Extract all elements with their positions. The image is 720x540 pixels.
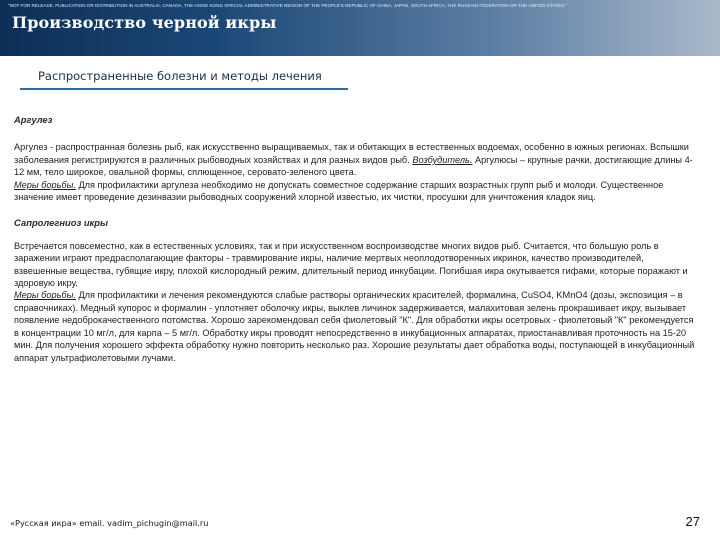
legal-disclaimer: "NOT FOR RELEASE, PUBLICATION OR DISTRIBUTION IN AUSTRALIA, CANADA, THE HONG KONG SPECIAL ADMINISTRATIVE REGION OF THE PEOPLE'S REPUBLIC OF CHINA, JAPAN, SOUTH AFRICA, THE RUSSIAN FEDERATION OR THE UNITED STATES." <box>8 3 567 8</box>
header-banner <box>0 0 720 56</box>
saprolegnioz-control-text: Для профилактики и лечения рекомендуются слабые растворы органических красителей, формалина, CuSO4, KMnO4 (дозы, экспозиция – в справочниках). Медный купорос и формалин - уплотняет оболочку икры, выклев личинок задерживается, малахитовая зелень прокрашивает икру, вызывает появление недоброкачественного потомства. Хорошо зарекомендовал себя фиолетовый "К". Для обработки икры осетровых - фиолетовый "К" рекомендуется в концентрации 10 мг/л, для карпа – 5 мг/л. Обработку икры проводят непосредственно в инкубационных аппаратах, приостанавливая проточность на 15-20 мин. Для получения хорошего эффекта обработку нужно повторить несколько раз. Хорошие результаты дает обработка воды, поступающей в инкубационный аппарат ультрафиолетовыми лучами. <box>14 290 695 363</box>
page-number: 27 <box>685 514 700 529</box>
page-title: Производство черной икры <box>12 13 277 32</box>
paragraph-argulez <box>14 141 696 203</box>
saprolegnioz-intro: Встречается повсеместно, как в естественных условиях, так и при искусственном воспроизводстве многих видов рыб. Считается, что большую роль в заражении играют предрасполагающие факторы - травмирование икры, наличие мертвых неоплодотворенных икринок, качество производителей, взвешенные вещества, губящие икру, плохой кислородный режим, длительный период инкубации. Погибшая икра окутывается гифами, которые поражают и здоровую икру. <box>14 240 688 289</box>
slide-body <box>14 114 696 364</box>
argulez-agent-text: Аргулюсы – крупные рачки, достигающие длины 4-12 мм, тело широкое, овальной формы, сплющенное, серовато-зеленого цвета. <box>14 154 693 178</box>
argulez-agent-label: Возбудитель. <box>412 154 473 165</box>
saprolegnioz-control-label: Меры борьбы. <box>14 290 76 301</box>
section-heading-saprolegnioz: Сапролегниоз икры <box>14 217 109 229</box>
subtitle-underline <box>20 88 348 90</box>
slide-subtitle: Распространенные болезни и методы лечения <box>38 69 322 83</box>
section-heading-argulez: Аргулез <box>14 114 53 125</box>
argulez-intro: Аргулез - распространная болезнь рыб, как искусственно выращиваемых, так и обитающих в естественных водоемах, особенно в южных регионах. Вспышки заболевания регистрируются в различных рыбоводных хозяйствах и для разных видов рыб. <box>14 142 689 165</box>
argulez-control-label: Меры борьбы. <box>14 179 76 190</box>
paragraph-saprolegnioz <box>14 240 696 364</box>
argulez-control-text: Для профилактики аргулеза необходимо не допускать совместное содержание старших возрастных групп рыб и молоди. Существенное значение имеет проведение дезинвазии рыбоводных сооружений хлорной известью, их чистки, просушки для уничтожения кладок яиц. <box>14 179 664 203</box>
footer-contact: «Русская икра» email. vadim_pichugin@mail.ru <box>10 518 209 528</box>
